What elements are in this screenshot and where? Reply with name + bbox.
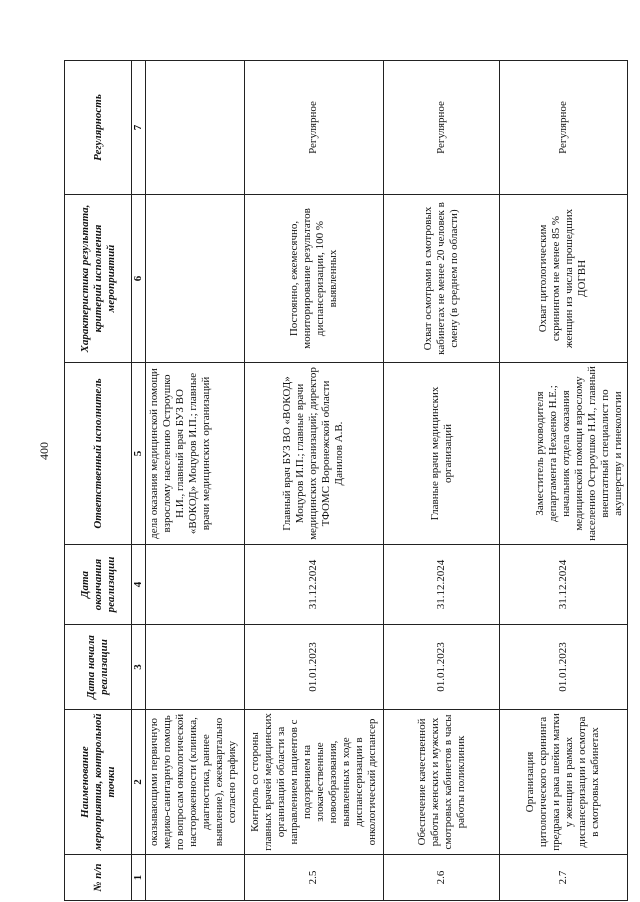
row-start: 01.01.2023 (499, 625, 627, 710)
header-responsible: Ответственный исполнитель (65, 363, 132, 545)
header-num: № п/п (65, 855, 132, 901)
col-number: 7 (132, 61, 145, 195)
table-row (499, 61, 627, 901)
row-result (145, 195, 244, 363)
col-number: 4 (132, 545, 145, 625)
row-end: 31.12.2024 (384, 545, 500, 625)
col-number: 6 (132, 195, 145, 363)
row-regularity: Регулярное (499, 61, 627, 195)
row-end (145, 545, 244, 625)
row-result: Постоянно, ежемесячно, мониторирование результатов диспансеризации, 100 % выявленных (244, 195, 383, 363)
header-end: Дата окончания реализации (65, 545, 132, 625)
row-end: 31.12.2024 (499, 545, 627, 625)
header-name: Наименование мероприятия, контрольной точки (65, 710, 132, 855)
row-regularity: Регулярное (384, 61, 500, 195)
row-end: 31.12.2024 (244, 545, 383, 625)
row-regularity: Регулярное (244, 61, 383, 195)
row-name: Обеспечение качественной работы женских и мужских смотровых кабинетов в часы работы поликлиник (384, 710, 500, 855)
rotated-table-container (64, 61, 628, 901)
col-number: 5 (132, 363, 145, 545)
col-number: 3 (132, 625, 145, 710)
row-result: Охват осмотрами в смотровых кабинетах не менее 20 человек в смену (в среднем по области) (384, 195, 500, 363)
header-start: Дата начала реализации (65, 625, 132, 710)
plan-table (64, 60, 628, 901)
page-number: 400 (37, 442, 51, 460)
row-result: Охват цитологическим скринингом не менее 85 % женщин из числа прошедших ДОГВН (499, 195, 627, 363)
row-name: Контроль со стороны главных врачей медицинских организаций области за направлением пациентов с подозрением на злокачественные новообразования, выявленных в ходе диспансеризации в онкологический диспансер (244, 710, 383, 855)
row-start: 01.01.2023 (244, 625, 383, 710)
row-responsible: дела оказания медицинской помощи взрослому населению Остроушко Н.И., главный врач БУЗ ВО «ВОКОД» Моцуров И.П.; главные врачи медицинских организаций (145, 363, 244, 545)
row-num: 2.6 (384, 855, 500, 901)
row-responsible: Главные врачи медицинских организаций (384, 363, 500, 545)
row-name: Организация цитологического скрининга предрака и рака шейки матки у женщин в рамках диспансеризации и осмотра в смотровых кабинетах (499, 710, 627, 855)
table-row (244, 61, 383, 901)
table-row (145, 61, 244, 901)
row-responsible: Главный врач БУЗ ВО «ВОКОД» Моцуров И.П.; главные врачи медицинских организаций; директор ТФОМС Воронежской области Данилов А.В. (244, 363, 383, 545)
row-name: оказывающими первичную медико-санитарную помощь по вопросам онкологической настороженности (клиника, диагностика, раннее выявление), ежеквартально согласно графику (145, 710, 244, 855)
row-num: 2.7 (499, 855, 627, 901)
row-start (145, 625, 244, 710)
column-numbers-row (132, 61, 145, 901)
row-num: 2.5 (244, 855, 383, 901)
row-regularity (145, 61, 244, 195)
row-num (145, 855, 244, 901)
col-number: 1 (132, 855, 145, 901)
header-result: Характеристика результата, критерий исполнения мероприятий (65, 195, 132, 363)
row-start: 01.01.2023 (384, 625, 500, 710)
table-row (384, 61, 500, 901)
col-number: 2 (132, 710, 145, 855)
row-responsible: Заместитель руководителя департамента Нехаенко Н.Е.; начальник отдела оказания медицинской помощи взрослому населению Остроушко Н.И., главный внештатный специалист по акушерству и гинекологии (499, 363, 627, 545)
header-regularity: Регулярность (65, 61, 132, 195)
header-row (65, 61, 132, 901)
